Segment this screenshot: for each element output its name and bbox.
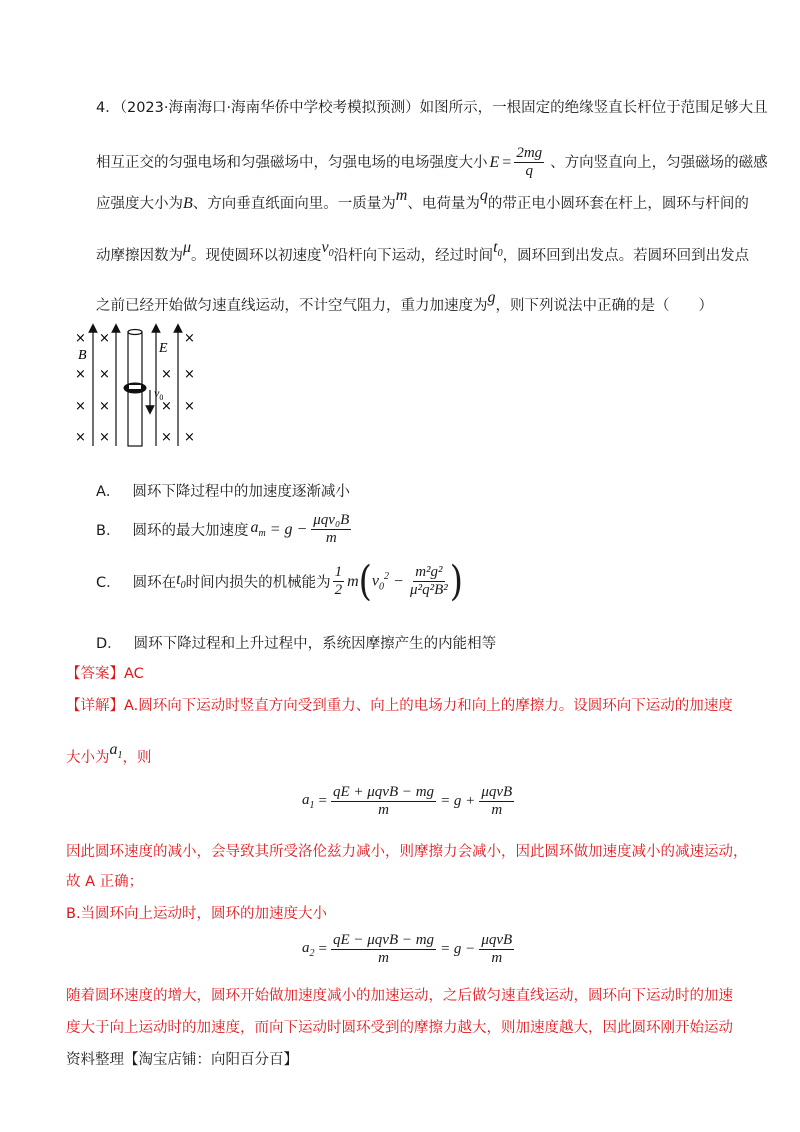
cross-mark: × [161, 399, 172, 414]
fraction [331, 932, 436, 967]
cross-mark: × [99, 367, 110, 382]
eq-lhs [302, 792, 315, 811]
label-v0: $v_0$ [154, 386, 164, 402]
symbol-E: E [489, 153, 500, 171]
symbol-v0-squared [372, 571, 389, 593]
right-paren: ) [449, 557, 463, 606]
detail-line-4 [66, 872, 143, 892]
question-line-5 [96, 289, 713, 316]
detail-line-7 [66, 1018, 733, 1038]
question-line-2 [96, 145, 768, 180]
option-text: 圆环在 [132, 575, 177, 591]
question-text: 、方向垂直纸面向里。一质量为 [192, 196, 396, 212]
question-text: 应强度大小为 [96, 196, 183, 212]
cross-mark: × [184, 399, 195, 414]
symbol-t0 [176, 571, 185, 591]
equation-part: = g − [440, 941, 476, 957]
fraction-denominator: q [525, 163, 533, 179]
subscript: 0 [328, 248, 334, 260]
fraction-denominator: m [378, 950, 389, 966]
option-text: 圆环下降过程中的加速度逐渐减小 [132, 484, 350, 500]
detail-line-3 [66, 842, 748, 862]
fraction [479, 784, 514, 819]
symbol-t: t [176, 571, 181, 589]
option-text: 圆环的最大加速度 [132, 523, 249, 539]
field-rod-figure [70, 322, 210, 452]
cross-mark: × [99, 430, 110, 445]
symbol-B: B [183, 195, 193, 212]
detail-text: 故 A 正确； [66, 874, 144, 890]
equation-part: = g − [269, 520, 308, 538]
symbol-g: g [487, 289, 496, 306]
fraction-denominator: 2 [334, 582, 343, 598]
symbol-q: q [479, 187, 488, 204]
fraction-numerator: μqv₀B [313, 512, 350, 528]
label-B: B [78, 348, 87, 363]
cross-mark: × [75, 399, 86, 414]
option-a [96, 480, 350, 501]
detail-line-5 [66, 904, 327, 924]
cross-mark: × [75, 367, 86, 382]
equals-sign: = [318, 793, 327, 809]
subscript: 0 [180, 580, 186, 592]
fraction-half [333, 564, 345, 599]
symbol-a1 [109, 741, 123, 762]
option-text: 圆环下降过程和上升过程中，系统因摩擦产生的内能相等 [133, 636, 497, 652]
fraction-numerator: 2mg [516, 145, 543, 161]
cross-mark: × [161, 367, 172, 382]
ring-gap [129, 385, 141, 389]
symbol-m: m [347, 572, 359, 590]
cross-mark: × [99, 331, 110, 346]
symbol-t0 [493, 239, 503, 260]
question-text: 的带正电小圆环套在杆上，圆环与杆间的 [487, 196, 749, 212]
question-number: 4． [96, 100, 120, 116]
detail-text: ，则 [122, 750, 152, 766]
fraction-numerator: 1 [334, 564, 343, 580]
symbol-t: t [493, 239, 498, 256]
fraction-denominator: m [325, 530, 337, 546]
symbol-v: v [371, 572, 380, 590]
footer [66, 1050, 298, 1070]
subscript: 2 [309, 948, 315, 959]
question-text: ，则下列说法中正确的是（ ） [495, 298, 713, 314]
equals-sign: = [502, 153, 512, 171]
minus-sign: − [394, 572, 404, 590]
fraction-numerator: μqvB [481, 932, 513, 948]
symbol-am [250, 519, 265, 539]
option-label: D． [96, 636, 122, 652]
subscript: m [258, 528, 266, 540]
label-E: E [159, 341, 168, 356]
rod-top [128, 330, 142, 335]
symbol-v0 [321, 239, 334, 260]
question-text: 、方向竖直向上，匀强磁场的磁感 [550, 154, 768, 171]
symbol-a: a [302, 940, 310, 956]
superscript: 2 [384, 570, 390, 582]
fraction-denominator: m [491, 802, 503, 818]
detail-text: A.圆环向下运动时竖直方向受到重力、向上的电场力和向上的摩擦力。设圆环向下运动的加速度 [124, 698, 733, 714]
equation-a2 [302, 932, 514, 967]
detail-text: B.当圆环向上运动时，圆环的加速度大小 [66, 906, 328, 922]
option-b [96, 512, 351, 547]
fraction-denominator: m [378, 802, 389, 818]
question-text: 沿杆向下运动，经过时间 [333, 248, 494, 264]
equation-a1 [302, 784, 514, 819]
symbol-mu: μ [183, 239, 192, 256]
answer [66, 664, 144, 684]
cross-mark: × [75, 430, 86, 445]
symbol-m: m [395, 187, 408, 204]
fraction [408, 564, 450, 599]
detail-line-2 [66, 741, 152, 774]
detail-text: 大小为 [66, 750, 110, 766]
question-line-3 [96, 187, 749, 214]
symbol-v: v [321, 239, 329, 256]
equals-sign: = [318, 941, 327, 957]
fraction [331, 784, 436, 819]
option-label: A． [96, 484, 121, 500]
question-text: 。现使圆环以初速度 [191, 248, 322, 264]
left-paren: ( [358, 557, 372, 606]
answer-label: 【答案】 [66, 666, 124, 682]
subscript: 0 [379, 581, 385, 593]
question-text: 如图所示，一根固定的绝缘竖直长杆位于范围足够大且 [419, 100, 768, 116]
fraction [479, 932, 514, 967]
cross-mark: × [75, 331, 86, 346]
symbol-a: a [302, 792, 310, 808]
option-d [96, 632, 496, 653]
subscript: 1 [309, 800, 315, 811]
question-text: 相互正交的匀强电场和匀强磁场中，匀强电场的电场强度大小 [96, 154, 488, 171]
question-text: 之前已经开始做匀速直线运动，不计空气阻力，重力加速度为 [96, 298, 488, 314]
option-text: 时间内损失的机械能为 [185, 575, 331, 591]
option-label: B． [96, 523, 121, 539]
fraction-numerator: μqvB [481, 784, 513, 800]
cross-mark: × [184, 367, 195, 382]
cross-mark: × [184, 430, 195, 445]
question-text: 、电荷量为 [407, 196, 480, 212]
detail-label: 【详解】 [66, 698, 124, 714]
subscript: 1 [117, 750, 123, 762]
question-line-4 [96, 239, 750, 272]
detail-text: 随着圆环速度的增大，圆环开始做加速度减小的加速运动，之后做匀速直线运动，圆环向下运动时的加速 [66, 988, 733, 1004]
option-c [96, 557, 463, 606]
detail-line-1 [66, 696, 733, 716]
answer-value: AC [124, 666, 144, 682]
equation-part: = g + [440, 793, 476, 809]
question-text: ，圆环回到出发点。若圆环回到出发点 [502, 248, 750, 264]
question-source: （2023·海南海口·海南华侨中学校考模拟预测） [119, 100, 420, 116]
question-line-1 [96, 98, 768, 118]
footer-text: 资料整理【淘宝店铺：向阳百分百】 [66, 1052, 298, 1068]
detail-text: 因此圆环速度的减小，会导致其所受洛伦兹力减小，则摩擦力会减小，因此圆环做加速度减小的减速运动， [66, 844, 748, 860]
symbol-a: a [109, 741, 118, 758]
fraction-denominator: m [491, 950, 503, 966]
fraction-numerator: qE + μqvB − mg [332, 784, 435, 800]
fraction-numerator: qE − μqvB − mg [332, 932, 435, 948]
symbol-a: a [250, 519, 259, 537]
eq-lhs [302, 940, 315, 959]
subscript: 0 [497, 248, 503, 260]
detail-line-6 [66, 986, 733, 1006]
fraction-2mg-over-q [514, 145, 544, 180]
fraction [311, 512, 351, 547]
cross-mark: × [184, 331, 195, 346]
option-label: C． [96, 575, 121, 591]
fraction-numerator: m²g² [415, 564, 443, 580]
question-text: 动摩擦因数为 [96, 248, 183, 264]
cross-mark: × [161, 430, 172, 445]
detail-text: 度大于向上运动时的加速度，而向下运动时圆环受到的摩擦力越大，则加速度越大，因此圆环刚开始运动 [66, 1020, 733, 1036]
cross-mark: × [99, 399, 110, 414]
fraction-denominator: μ²q²B² [410, 582, 448, 598]
